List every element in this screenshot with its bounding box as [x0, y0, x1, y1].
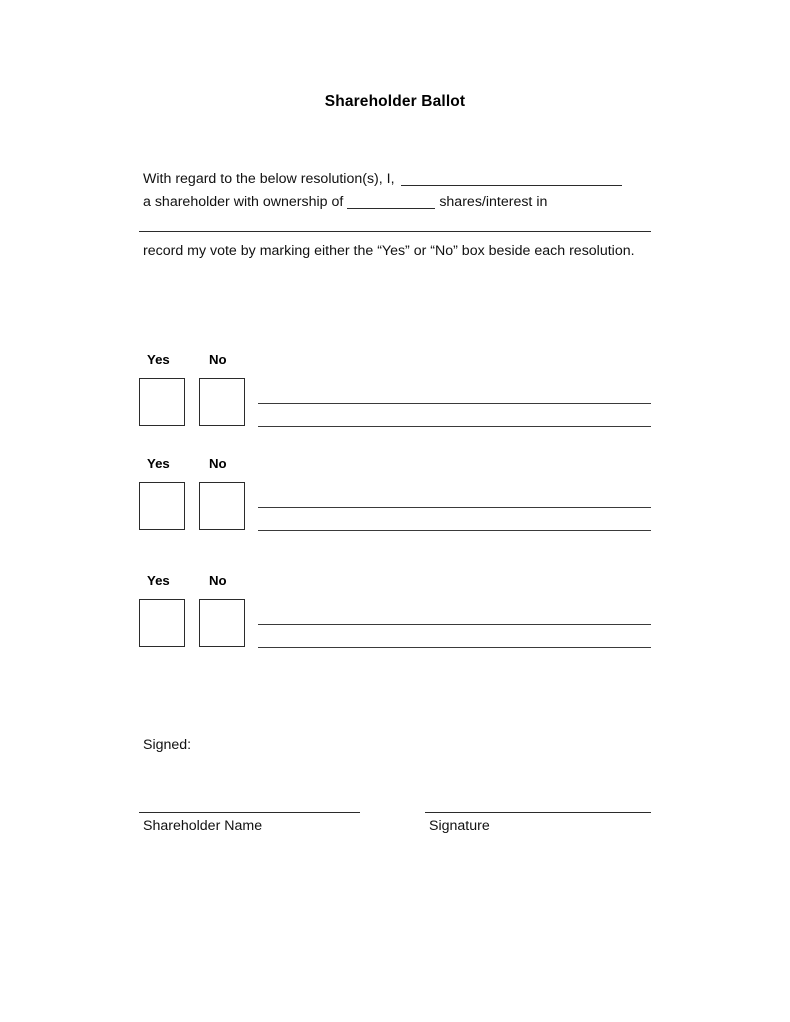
signed-label: Signed:	[143, 737, 192, 753]
vote-label-no-1: No	[209, 352, 227, 367]
resolution-text-line-2a[interactable]	[258, 507, 651, 508]
vote-label-yes-2: Yes	[147, 456, 170, 471]
vote-checkbox-no-2[interactable]	[199, 482, 245, 530]
vote-label-no-2: No	[209, 456, 227, 471]
shareholder-name-signature-group	[139, 812, 360, 834]
vote-checkbox-no-1[interactable]	[199, 378, 245, 426]
signature-caption: Signature	[429, 818, 490, 834]
page-title: Shareholder Ballot	[324, 93, 466, 110]
shareholder-name-caption: Shareholder Name	[143, 818, 263, 834]
signature-group	[425, 812, 651, 834]
vote-checkbox-no-3[interactable]	[199, 599, 245, 647]
intro-paragraph	[143, 168, 663, 214]
resolution-text-line-1a[interactable]	[258, 403, 651, 404]
vote-checkbox-yes-1[interactable]	[139, 378, 185, 426]
vote-checkbox-yes-3[interactable]	[139, 599, 185, 647]
shares-amount-blank[interactable]	[347, 208, 435, 209]
intro-line-2-suffix: shares/interest in	[439, 194, 548, 210]
resolution-text-line-1b[interactable]	[258, 426, 651, 427]
shareholder-name-blank[interactable]	[401, 185, 622, 186]
intro-line-1	[143, 168, 663, 191]
entity-name-blank-rule[interactable]	[139, 231, 651, 232]
vote-label-yes-3: Yes	[147, 573, 170, 588]
signature-rule[interactable]	[425, 812, 651, 813]
intro-line-1-text: With regard to the below resolution(s), I,	[143, 171, 395, 187]
vote-label-no-3: No	[209, 573, 227, 588]
resolution-text-line-3b[interactable]	[258, 647, 651, 648]
intro-line-2-prefix: a shareholder with ownership of	[143, 194, 344, 210]
vote-checkbox-yes-2[interactable]	[139, 482, 185, 530]
resolution-text-line-2b[interactable]	[258, 530, 651, 531]
shareholder-name-rule[interactable]	[139, 812, 360, 813]
intro-line-3: record my vote by marking either the “Yes” or “No” box beside each resolution.	[143, 243, 635, 259]
vote-label-yes-1: Yes	[147, 352, 170, 367]
intro-line-2	[143, 191, 663, 214]
resolution-text-line-3a[interactable]	[258, 624, 651, 625]
